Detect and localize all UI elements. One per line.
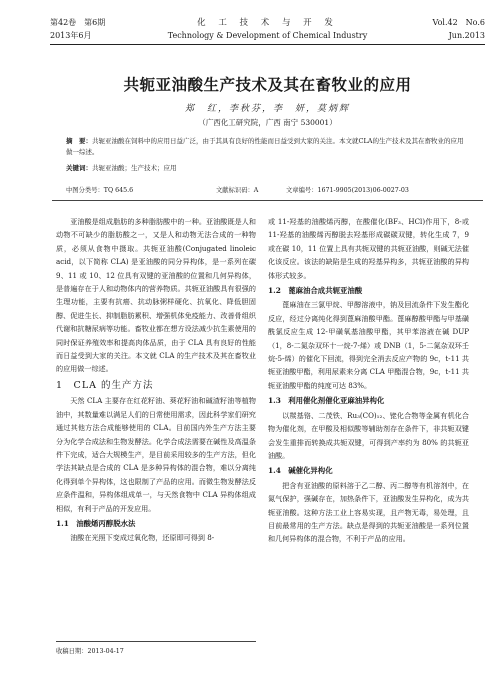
article-title: 共轭亚油酸生产技术及其在畜牧业的应用 xyxy=(123,75,412,94)
section-1-1-heading: 1.1 油酸烯丙醇脱水法 xyxy=(56,518,136,528)
journal-title-en: Technology & Development of Chemical Industry xyxy=(167,31,368,40)
section-1-1-paragraph-cont: 或 11-羟基的油酸烯丙醇，在酸催化(BF₃、HCl)作用下，8-或 11-羟基的油酸烯丙醇脱去羟基形成碳碳双键，转化生成 7，9 或在碳 10，11 位置上具有共轭双键的共轭亚油酸，则碱无法催化该反应。该法的缺陷是生成的羟基异构多，共轭亚油酸的异构体形式较多。 xyxy=(268,217,469,280)
abstract-label: 摘 要： xyxy=(66,137,92,145)
volume-issue: 第42卷 第6期 xyxy=(50,18,106,27)
section-1-3-heading: 1.3 利用催化剂催化亚麻油异构化 xyxy=(268,396,385,406)
article-number: 文章编号：1671-9905(2013)06-0027-03 xyxy=(286,187,409,194)
received-date-footnote: 收稿日期：2013-04-17 xyxy=(56,641,256,655)
section-1-4-heading: 1.4 碱催化异构化 xyxy=(268,466,333,476)
abstract xyxy=(66,136,469,158)
running-header xyxy=(50,14,485,54)
journal-title-cn: 化 工 技 术 与 开 发 xyxy=(197,18,338,28)
section-1-1-paragraph-start: 油酸在光照下变成过氧化物，还原即可得到 8- xyxy=(70,533,215,543)
issue-date-en: Jun.2013 xyxy=(448,31,485,40)
header-rule xyxy=(50,44,485,45)
section-1-heading: 1 CLA 的生产方法 xyxy=(56,379,154,391)
clc-number: 中图分类号：TQ 645.6 xyxy=(66,187,134,194)
section-1-4-paragraph: 把含有亚油酸的原料溶于乙二醇、丙二醇等有机溶剂中，在氮气保护，强碱存在，加热条件下，亚油酸发生异构化，成为共轭亚油酸。这种方法工业上容易实现，且产物无毒，易处理，且目前最常用的生产方法。缺点是得到的共轭亚油酸是一系列位置和几何异构体的混合物，不利于产品的应用。 xyxy=(268,480,469,544)
vol-no: Vol.42 No.6 xyxy=(432,18,485,27)
issue-date-cn: 2013年6月 xyxy=(50,31,92,40)
section-1-paragraph: 天然 CLA 主要存在红花籽油、葵花籽油和碱渣籽油等植物油中，其数量难以满足人们的日常使用需求，因此科学家们研究通过其他方法合成能够使用的 CLA。目前国内外生产方法主要分为化学合成法和生物发酵法。化学合成法需要在碱性及高温条件下完成，适合大规模生产，是目前采用较多的生产方法，但化学法其缺点是合成的 CLA 是多种异构体的混合物，难以分离纯化得到单个异构体，这也限制了产品的应用。而微生物发酵法反应条件温和，异构体组成单一，与天然食物中 CLA 异构体组成相似，有利于产品的开发应用。 xyxy=(56,396,256,513)
section-1-2-paragraph: 蓖麻油在三氯甲烷、甲醇溶液中，钠及回流条件下发生酯化反应，经过分离纯化得到蓖麻油酸甲酯。蓖麻醇酸甲酯与甲基磺酰氯反应生成 12-甲磺氧基油酸甲酯，其甲苯溶液在碱 DUP（1，8-二氮杂双环十一烷-7-烯）或 DNB（1，5-二氮杂双环壬烷-5-烯）的催化下回流，得到完全消去反应产物的 9c，t-11 共轭亚油酸甲酯，利用尿素来分离 CLA 甲酯混合物，9c，t-11 共轭亚油酸甲酯的纯度可达 83%。 xyxy=(268,300,469,390)
document-code: 文献标识码：A xyxy=(216,187,259,194)
authors: 郑 红，李秋芬，李 妍，莫炳辉 xyxy=(184,104,350,114)
abstract-separator xyxy=(52,200,483,201)
section-1-3-paragraph: 以羰基铬、二茂铁、Ru₃(CO)₁₂、铑化合物等金属有机化合物为催化剂，在甲酸及相似酸等辅助剂存在条件下，非共轭双键会发生重排而转换成共轭双键，可得到产率约为 80% 的共轭亚油酸。 xyxy=(268,410,469,460)
affiliation: （广西化工研究院，广西 南宁 530001） xyxy=(198,118,337,127)
section-1-2-heading: 1.2 蓖麻油合成共轭亚油酸 xyxy=(268,286,363,296)
classification-line xyxy=(66,185,469,195)
keywords-label: 关键词： xyxy=(66,164,92,172)
intro-paragraph: 亚油酸是组成脂肪的多种脂肪酸中的一种。亚油酸既是人和动物不可缺少的脂肪酸之一，又是人和动物无法合成的一种物质，必须从食物中摄取。共轭亚油酸(Conjugated linoleic acid，以下简称 CLA) 是亚油酸的同分异构体，是一系列在碳 9、11 或 10、12 位具有双键的亚油酸的位置和几何异构体，是普遍存在于人和动物体内的营养物质。共轭亚油酸具有很强的生理功能，主要有抗癌、抗动脉粥样硬化、抗氧化、降低胆固醇、促进生长、抑制脂肪累积、增强机体免疫能力、改善骨组织代谢和抗糖尿病等功能。畜牧业都在想方设法减少抗生素使用的同时保证养殖效率和提高肉体品质，由于 CLA 具有良好的性能而日益受到大家的关注。本文就 CLA 的生产技术及其在畜牧业的应用做一综述。 xyxy=(56,217,256,374)
right-column xyxy=(268,215,469,546)
keywords xyxy=(66,163,469,174)
abstract-text: 共轭亚油酸在饲料中的应用日益广泛，由于其具有良好的性能而日益受到大家的关注。本文就CLA的生产技术及其在畜牧业的应用做一综述。 xyxy=(66,137,464,156)
keywords-text: 共轭亚油酸；生产技术；应用 xyxy=(92,164,177,172)
left-column xyxy=(56,215,256,545)
